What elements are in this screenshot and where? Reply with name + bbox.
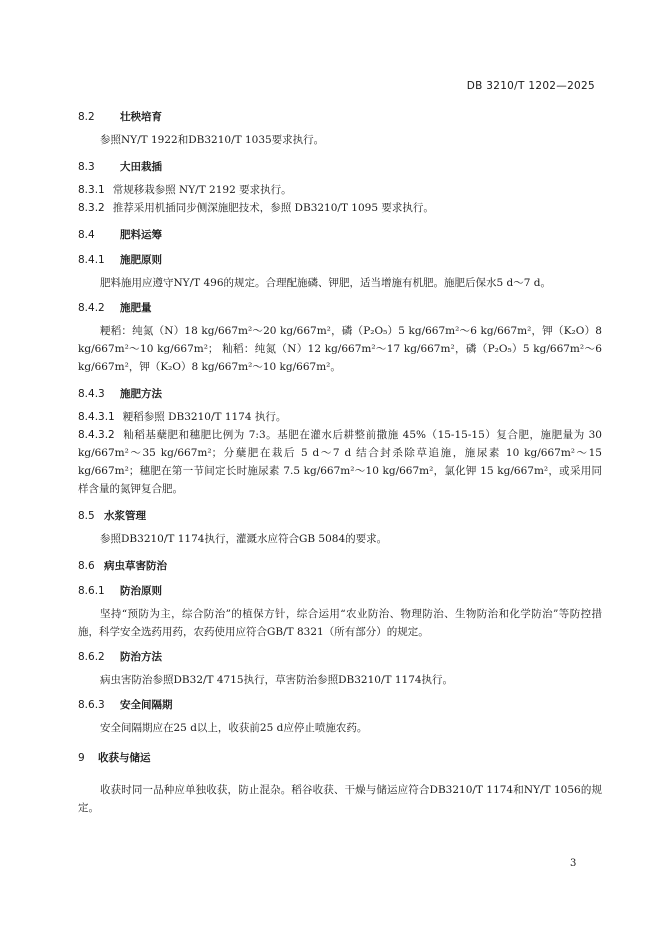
clause-text: 推荐采用机插同步侧深施肥技术，参照 DB3210/T 1095 要求执行。 (112, 202, 434, 214)
paragraph-8-2: 参照NY/T 1922和DB3210/T 1035要求执行。 (100, 134, 325, 146)
clause-number: 8.3.1 (78, 184, 105, 196)
section-number: 8.5 (78, 510, 95, 522)
section-title: 肥料运筹 (120, 229, 162, 241)
heading-8-5 (78, 507, 602, 525)
clause-number: 8.4.3.1 (78, 411, 115, 423)
section-title: 大田栽插 (120, 161, 162, 173)
heading-8-6-3 (78, 696, 602, 714)
clause-number: 8.4.3.2 (78, 429, 115, 441)
section-title: 防治方法 (120, 651, 162, 663)
section-title: 施肥原则 (120, 254, 162, 266)
paragraph-8-6-1: 坚持“预防为主，综合防治”的植保方针，综合运用“农业防治、物理防治、生物防治和化学防治”等防控措施，科学安全选药用药，农药使用应符合GB/T 8321（所有部分）的规定。 (78, 608, 602, 638)
section-number: 8.3 (78, 161, 95, 173)
section-title: 病虫草害防治 (104, 560, 167, 572)
section-number: 8.6.3 (78, 699, 105, 711)
item-8-3-1 (78, 181, 602, 199)
clause-number: 8.3.2 (78, 202, 105, 214)
section-number: 8.4.2 (78, 302, 105, 314)
paragraph-8-4-1: 肥料施用应遵守NY/T 496的规定。合理配施磷、钾肥，适当增施有机肥。施肥后保水5 d～7 d。 (100, 277, 552, 289)
section-number: 8.6 (78, 560, 95, 572)
heading-8-4-3 (78, 385, 602, 403)
heading-8-3 (78, 158, 602, 176)
heading-8-6-1 (78, 582, 602, 600)
heading-8-6 (78, 557, 602, 575)
document-code-header: DB 3210/T 1202—2025 (466, 80, 595, 92)
section-title: 防治原则 (120, 585, 162, 597)
paragraph-8-5: 参照DB3210/T 1174执行，灌溉水应符合GB 5084的要求。 (100, 533, 388, 545)
item-8-4-3-2 (78, 426, 602, 498)
heading-8-2 (78, 108, 602, 126)
clause-text: 籼稻基蘖肥和穗肥比例为 7:3。基肥在灌水后耕整前撒施 45%（15-15-15）复合肥，施肥量为 30 kg/667m²～35 kg/667m²；分蘖肥在栽后 5 d～7 d 结合封杀除草追施，施尿素 10 kg/667m²～15 kg/667m²；穗肥在第一节间定长时施尿素 7.5 kg/667m²～10 kg/667m²，氯化钾 15 kg/667m²，或采用同样含量的氮钾复合肥。 (78, 429, 602, 495)
document-body (78, 104, 602, 817)
section-title: 施肥量 (120, 302, 152, 314)
section-title: 壮秧培育 (120, 111, 162, 123)
section-number: 9 (78, 752, 85, 764)
clause-text: 粳稻参照 DB3210/T 1174 执行。 (122, 411, 287, 423)
item-8-4-3-1 (78, 408, 602, 426)
heading-9 (78, 749, 602, 767)
item-8-3-2 (78, 199, 602, 217)
section-title: 水浆管理 (104, 510, 146, 522)
paragraph-9: 收获时同一品种应单独收获，防止混杂。稻谷收获、干燥与储运应符合DB3210/T 1174和NY/T 1056的规定。 (78, 784, 602, 814)
section-number: 8.2 (78, 111, 95, 123)
heading-8-4-1 (78, 251, 602, 269)
section-number: 8.4.1 (78, 254, 105, 266)
paragraph-8-4-2: 粳稻：纯氮（N）18 kg/667m²～20 kg/667m²，磷（P₂O₅）5 kg/667m²～6 kg/667m²，钾（K₂O）8 kg/667m²～10 kg/667m²； 籼稻：纯氮（N）12 kg/667m²～17 kg/667m²，磷（P₂O₅）5 kg/667m²～6 kg/667m²，钾（K₂O）8 kg/667m²～10 kg/667m²。 (78, 325, 602, 373)
heading-8-6-2 (78, 648, 602, 666)
section-number: 8.4 (78, 229, 95, 241)
section-number: 8.4.3 (78, 388, 105, 400)
paragraph-8-6-3: 安全间隔期应在25 d以上，收获前25 d应停止喷施农药。 (100, 722, 368, 734)
section-number: 8.6.2 (78, 651, 105, 663)
page-number: 3 (570, 858, 577, 869)
heading-8-4 (78, 226, 602, 244)
section-title: 安全间隔期 (120, 699, 173, 711)
section-title: 施肥方法 (120, 388, 162, 400)
clause-text: 常规移栽参照 NY/T 2192 要求执行。 (112, 184, 292, 196)
paragraph-8-6-2: 病虫害防治参照DB32/T 4715执行，草害防治参照DB3210/T 1174执行。 (100, 674, 454, 686)
section-number: 8.6.1 (78, 585, 105, 597)
section-title: 收获与储运 (98, 752, 151, 764)
heading-8-4-2 (78, 299, 602, 317)
